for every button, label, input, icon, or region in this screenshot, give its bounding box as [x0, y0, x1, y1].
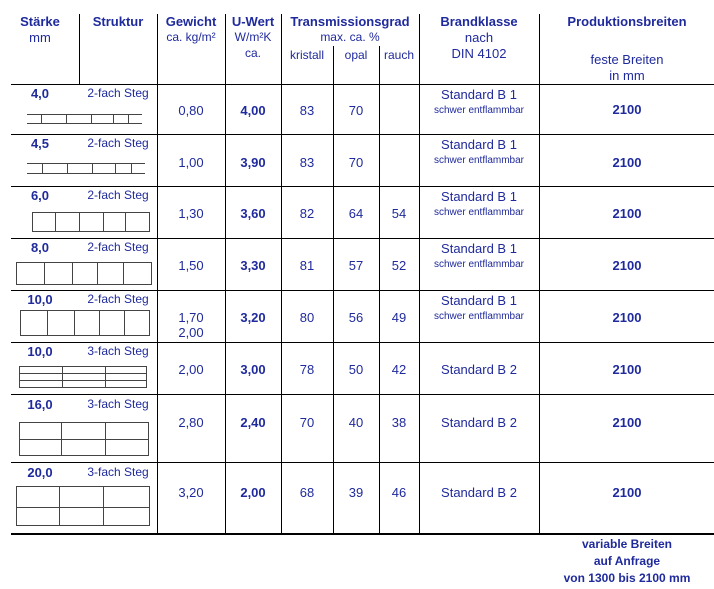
thickness-value: 4,0	[30, 86, 50, 101]
transmission-opal: 64	[348, 206, 364, 221]
row-divider	[11, 290, 714, 291]
panel-profile-diagram	[27, 163, 145, 174]
weight-value: 1,70	[178, 310, 204, 325]
row-divider	[11, 394, 714, 395]
row-divider	[11, 84, 714, 85]
panel-profile-diagram	[16, 262, 152, 285]
weight-value: 3,20	[178, 485, 204, 500]
header-prod-unit: in mm	[609, 68, 645, 83]
production-width: 2100	[612, 102, 642, 117]
header-staerke-unit: mm	[29, 30, 51, 45]
structure-label: 2-fach Steg	[87, 240, 149, 254]
transmission-opal: 57	[348, 258, 364, 273]
transmission-opal: 56	[348, 310, 364, 325]
fire-class: Standard B 1 schwer entflammbar	[433, 137, 525, 166]
header-gewicht: Gewicht	[165, 14, 217, 29]
header-uwert-unit: W/m²K	[234, 30, 272, 44]
production-width: 2100	[612, 155, 642, 170]
weight-value: 2,00	[178, 362, 204, 377]
footer-line: von 1300 bis 2100 mm	[563, 571, 691, 585]
transmission-kristall: 82	[299, 206, 315, 221]
structure-label: 2-fach Steg	[87, 86, 149, 100]
production-width: 2100	[612, 206, 642, 221]
fire-class: Standard B 1 schwer entflammbar	[433, 189, 525, 218]
transmission-opal: 40	[348, 415, 364, 430]
transmission-kristall: 83	[299, 103, 315, 118]
fire-class: Standard B 2	[441, 485, 517, 500]
header-uwert-ca: ca.	[244, 46, 261, 60]
transmission-rauch: 54	[391, 206, 407, 221]
header-staerke: Stärke	[20, 14, 60, 29]
grid-line	[225, 14, 226, 534]
grid-line	[157, 14, 158, 534]
transmission-opal: 39	[348, 485, 364, 500]
production-width: 2100	[612, 258, 642, 273]
header-produktionsbreiten: Produktionsbreiten	[567, 14, 687, 29]
footer-line: variable Breiten	[581, 537, 673, 551]
transmission-opal: 70	[348, 103, 364, 118]
production-width: 2100	[612, 485, 642, 500]
structure-label: 3-fach Steg	[87, 397, 149, 411]
fire-class: Standard B 1 schwer entflammbar	[433, 241, 525, 270]
row-divider	[11, 186, 714, 187]
header-brand-nach: nach	[464, 30, 494, 45]
header-prod-fest: feste Breiten	[590, 52, 664, 67]
transmission-rauch: 49	[391, 310, 407, 325]
transmission-kristall: 81	[299, 258, 315, 273]
transmission-rauch: 46	[391, 485, 407, 500]
uvalue-value: 3,00	[240, 362, 266, 377]
structure-label: 2-fach Steg	[87, 292, 149, 306]
panel-profile-diagram	[32, 212, 150, 232]
header-kristall: kristall	[289, 48, 324, 62]
weight-value: 0,80	[178, 103, 204, 118]
thickness-value: 8,0	[30, 240, 50, 255]
transmission-kristall: 70	[299, 415, 315, 430]
fire-class: Standard B 1 schwer entflammbar	[433, 87, 525, 116]
fire-class: Standard B 2	[441, 362, 517, 377]
panel-profile-diagram	[20, 310, 150, 336]
row-divider	[11, 342, 714, 343]
panel-profile-diagram	[27, 114, 142, 124]
header-brandklasse: Brandklasse	[440, 14, 518, 29]
weight-value: 1,30	[178, 206, 204, 221]
fire-class: Standard B 2	[441, 415, 517, 430]
transmission-opal: 50	[348, 362, 364, 377]
thickness-value: 10,0	[27, 292, 53, 307]
production-width: 2100	[612, 362, 642, 377]
structure-label: 2-fach Steg	[87, 188, 149, 202]
uvalue-value: 2,00	[240, 485, 266, 500]
footer-note	[540, 536, 714, 587]
thickness-value: 16,0	[27, 397, 53, 412]
header-uwert: U-Wert	[231, 14, 275, 29]
weight-value: 1,50	[178, 258, 204, 273]
grid-line	[281, 14, 282, 534]
structure-label: 3-fach Steg	[87, 344, 149, 358]
uvalue-value: 4,00	[240, 103, 266, 118]
grid-line	[79, 14, 80, 84]
thickness-value: 6,0	[30, 188, 50, 203]
uvalue-value: 2,40	[240, 415, 266, 430]
table-bottom-border	[11, 533, 714, 535]
thickness-value: 4,5	[30, 136, 50, 151]
transmission-rauch: 52	[391, 258, 407, 273]
header-gewicht-unit: ca. kg/m²	[166, 30, 216, 44]
row-divider	[11, 462, 714, 463]
weight-value: 2,80	[178, 415, 204, 430]
row-divider	[11, 238, 714, 239]
production-width: 2100	[612, 310, 642, 325]
transmission-opal: 70	[348, 155, 364, 170]
transmission-rauch: 38	[391, 415, 407, 430]
header-transmission: Transmissionsgrad	[290, 14, 410, 29]
uvalue-value: 3,30	[240, 258, 266, 273]
panel-profile-diagram	[19, 422, 149, 456]
grid-line	[539, 14, 540, 534]
transmission-kristall: 83	[299, 155, 315, 170]
uvalue-value: 3,20	[240, 310, 266, 325]
production-width: 2100	[612, 415, 642, 430]
header-struktur: Struktur	[92, 14, 144, 29]
transmission-kristall: 80	[299, 310, 315, 325]
thickness-value: 20,0	[27, 465, 53, 480]
weight-value: 1,00	[178, 155, 204, 170]
footer-line: auf Anfrage	[593, 554, 661, 568]
structure-label: 3-fach Steg	[87, 465, 149, 479]
header-brand-din: DIN 4102	[451, 46, 507, 61]
fire-class: Standard B 1 schwer entflammbar	[433, 293, 525, 322]
uvalue-value: 3,90	[240, 155, 266, 170]
weight-value-alt: 2,00	[178, 325, 204, 340]
row-divider	[11, 134, 714, 135]
transmission-kristall: 68	[299, 485, 315, 500]
structure-label: 2-fach Steg	[87, 136, 149, 150]
transmission-kristall: 78	[299, 362, 315, 377]
thickness-value: 10,0	[27, 344, 53, 359]
panel-profile-diagram	[16, 486, 150, 526]
uvalue-value: 3,60	[240, 206, 266, 221]
panel-profile-diagram	[19, 366, 147, 388]
header-rauch: rauch	[383, 48, 415, 62]
header-opal: opal	[344, 48, 368, 62]
transmission-rauch: 42	[391, 362, 407, 377]
header-transmission-sub: max. ca. %	[320, 30, 380, 44]
